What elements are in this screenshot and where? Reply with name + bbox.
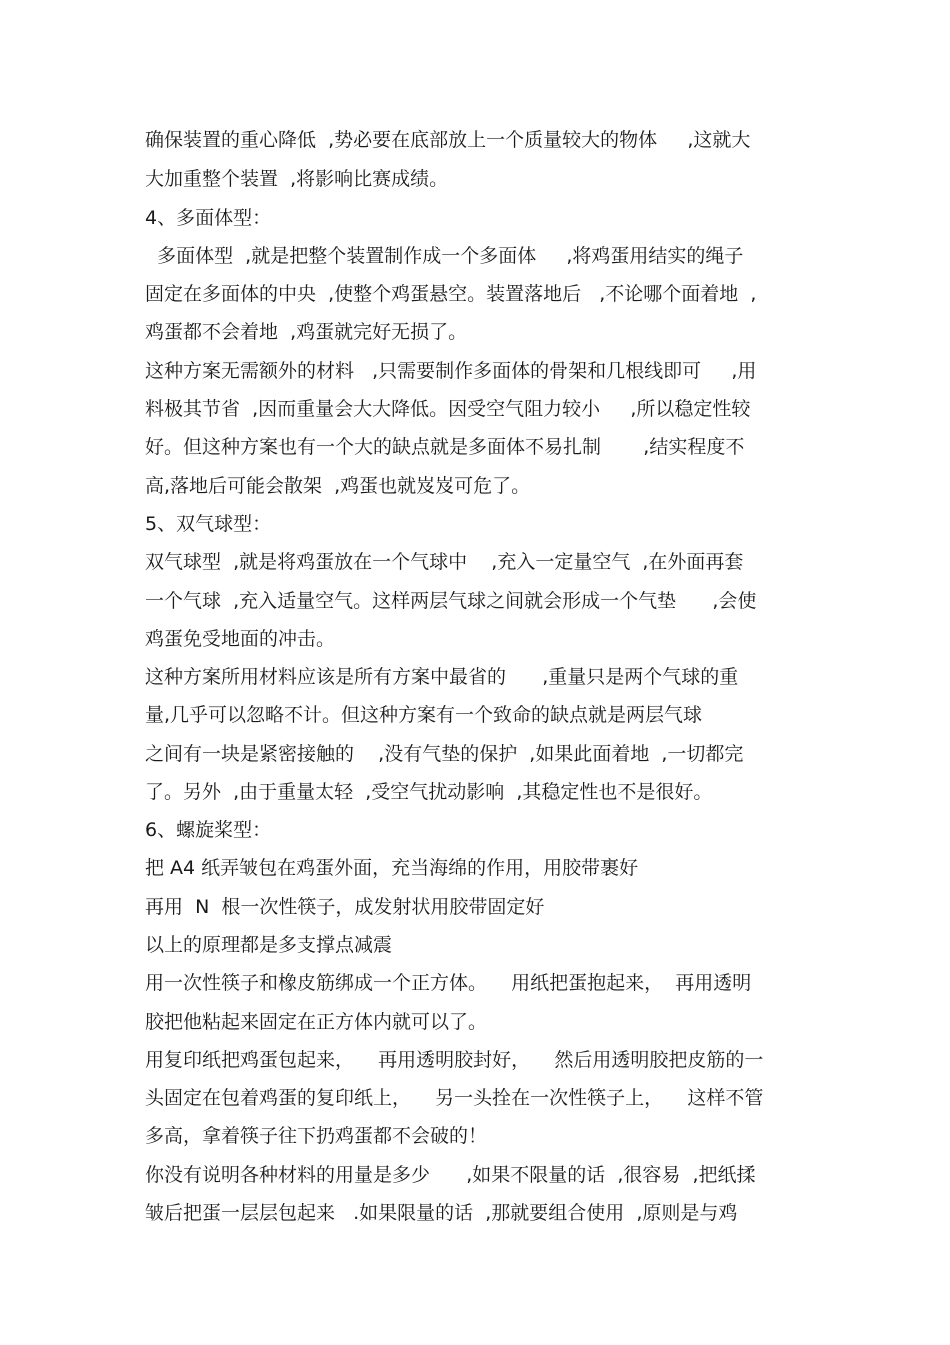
section-heading: 6、螺旋桨型： — [145, 819, 272, 841]
text-line: 之间有一块是紧密接触的 ,没有气垫的保护 ,如果此面着地 ,一切都完 — [145, 743, 744, 765]
text-line: 头固定在包着鸡蛋的复印纸上， 另一头拴在一次性筷子上， 这样不管 — [145, 1087, 764, 1109]
text-line: 料极其节省 ,因而重量会大大降低。因受空气阻力较小 ,所以稳定性较 — [145, 398, 751, 420]
text-line: 了。另外 ,由于重量太轻 ,受空气扰动影响 ,其稳定性也不是很好。 — [145, 781, 713, 803]
text-line: 多高，拿着筷子往下扔鸡蛋都不会破的！ — [145, 1125, 488, 1147]
text-line: 双气球型 ,就是将鸡蛋放在一个气球中 ,充入一定量空气 ,在外面再套 — [145, 551, 744, 573]
text-line: 好。但这种方案也有一个大的缺点就是多面体不易扎制 ,结实程度不 — [145, 436, 745, 458]
text-line: 以上的原理都是多支撑点减震 — [145, 934, 393, 956]
text-line: 固定在多面体的中央 ,使整个鸡蛋悬空。装置落地后 ,不论哪个面着地 , — [145, 283, 757, 305]
text-line: 胶把他粘起来固定在正方体内就可以了。 — [145, 1011, 488, 1033]
text-line: 鸡蛋都不会着地 ,鸡蛋就完好无损了。 — [145, 321, 468, 343]
text-line: 皱后把蛋一层层包起来 .如果限量的话 ,那就要组合使用 ,原则是与鸡 — [145, 1202, 738, 1224]
text-line: 多面体型 ,就是把整个装置制作成一个多面体 ,将鸡蛋用结实的绳子 — [145, 245, 744, 267]
text-line: 鸡蛋免受地面的冲击。 — [145, 628, 336, 650]
text-line: 这种方案所用材料应该是所有方案中最省的 ,重量只是两个气球的重 — [145, 666, 739, 688]
text-line: 把 A4 纸弄皱包在鸡蛋外面，充当海绵的作用，用胶带裹好 — [145, 857, 639, 879]
text-line: 量,几乎可以忽略不计。但这种方案有一个致命的缺点就是两层气球 — [145, 704, 703, 726]
text-line: 你没有说明各种材料的用量是多少 ,如果不限量的话 ,很容易 ,把纸揉 — [145, 1164, 756, 1186]
section-heading: 5、双气球型： — [145, 513, 272, 535]
text-line: 再用 N 根一次性筷子，成发射状用胶带固定好 — [145, 896, 545, 918]
text-line: 确保装置的重心降低 ,势必要在底部放上一个质量较大的物体 ,这就大 — [145, 129, 751, 151]
text-line: 用一次性筷子和橡皮筋绑成一个正方体。 用纸把蛋抱起来， 再用透明 — [145, 972, 752, 994]
text-line: 大加重整个装置 ,将影响比赛成绩。 — [145, 168, 449, 190]
text-line: 这种方案无需额外的材料 ,只需要制作多面体的骨架和几根线即可 ,用 — [145, 360, 757, 382]
text-line: 一个气球 ,充入适量空气。这样两层气球之间就会形成一个气垫 ,会使 — [145, 590, 757, 612]
section-heading: 4、多面体型： — [145, 207, 272, 229]
text-line: 用复印纸把鸡蛋包起来， 再用透明胶封好， 然后用透明胶把皮筋的一 — [145, 1049, 764, 1071]
text-line: 高,落地后可能会散架 ,鸡蛋也就岌岌可危了。 — [145, 475, 531, 497]
